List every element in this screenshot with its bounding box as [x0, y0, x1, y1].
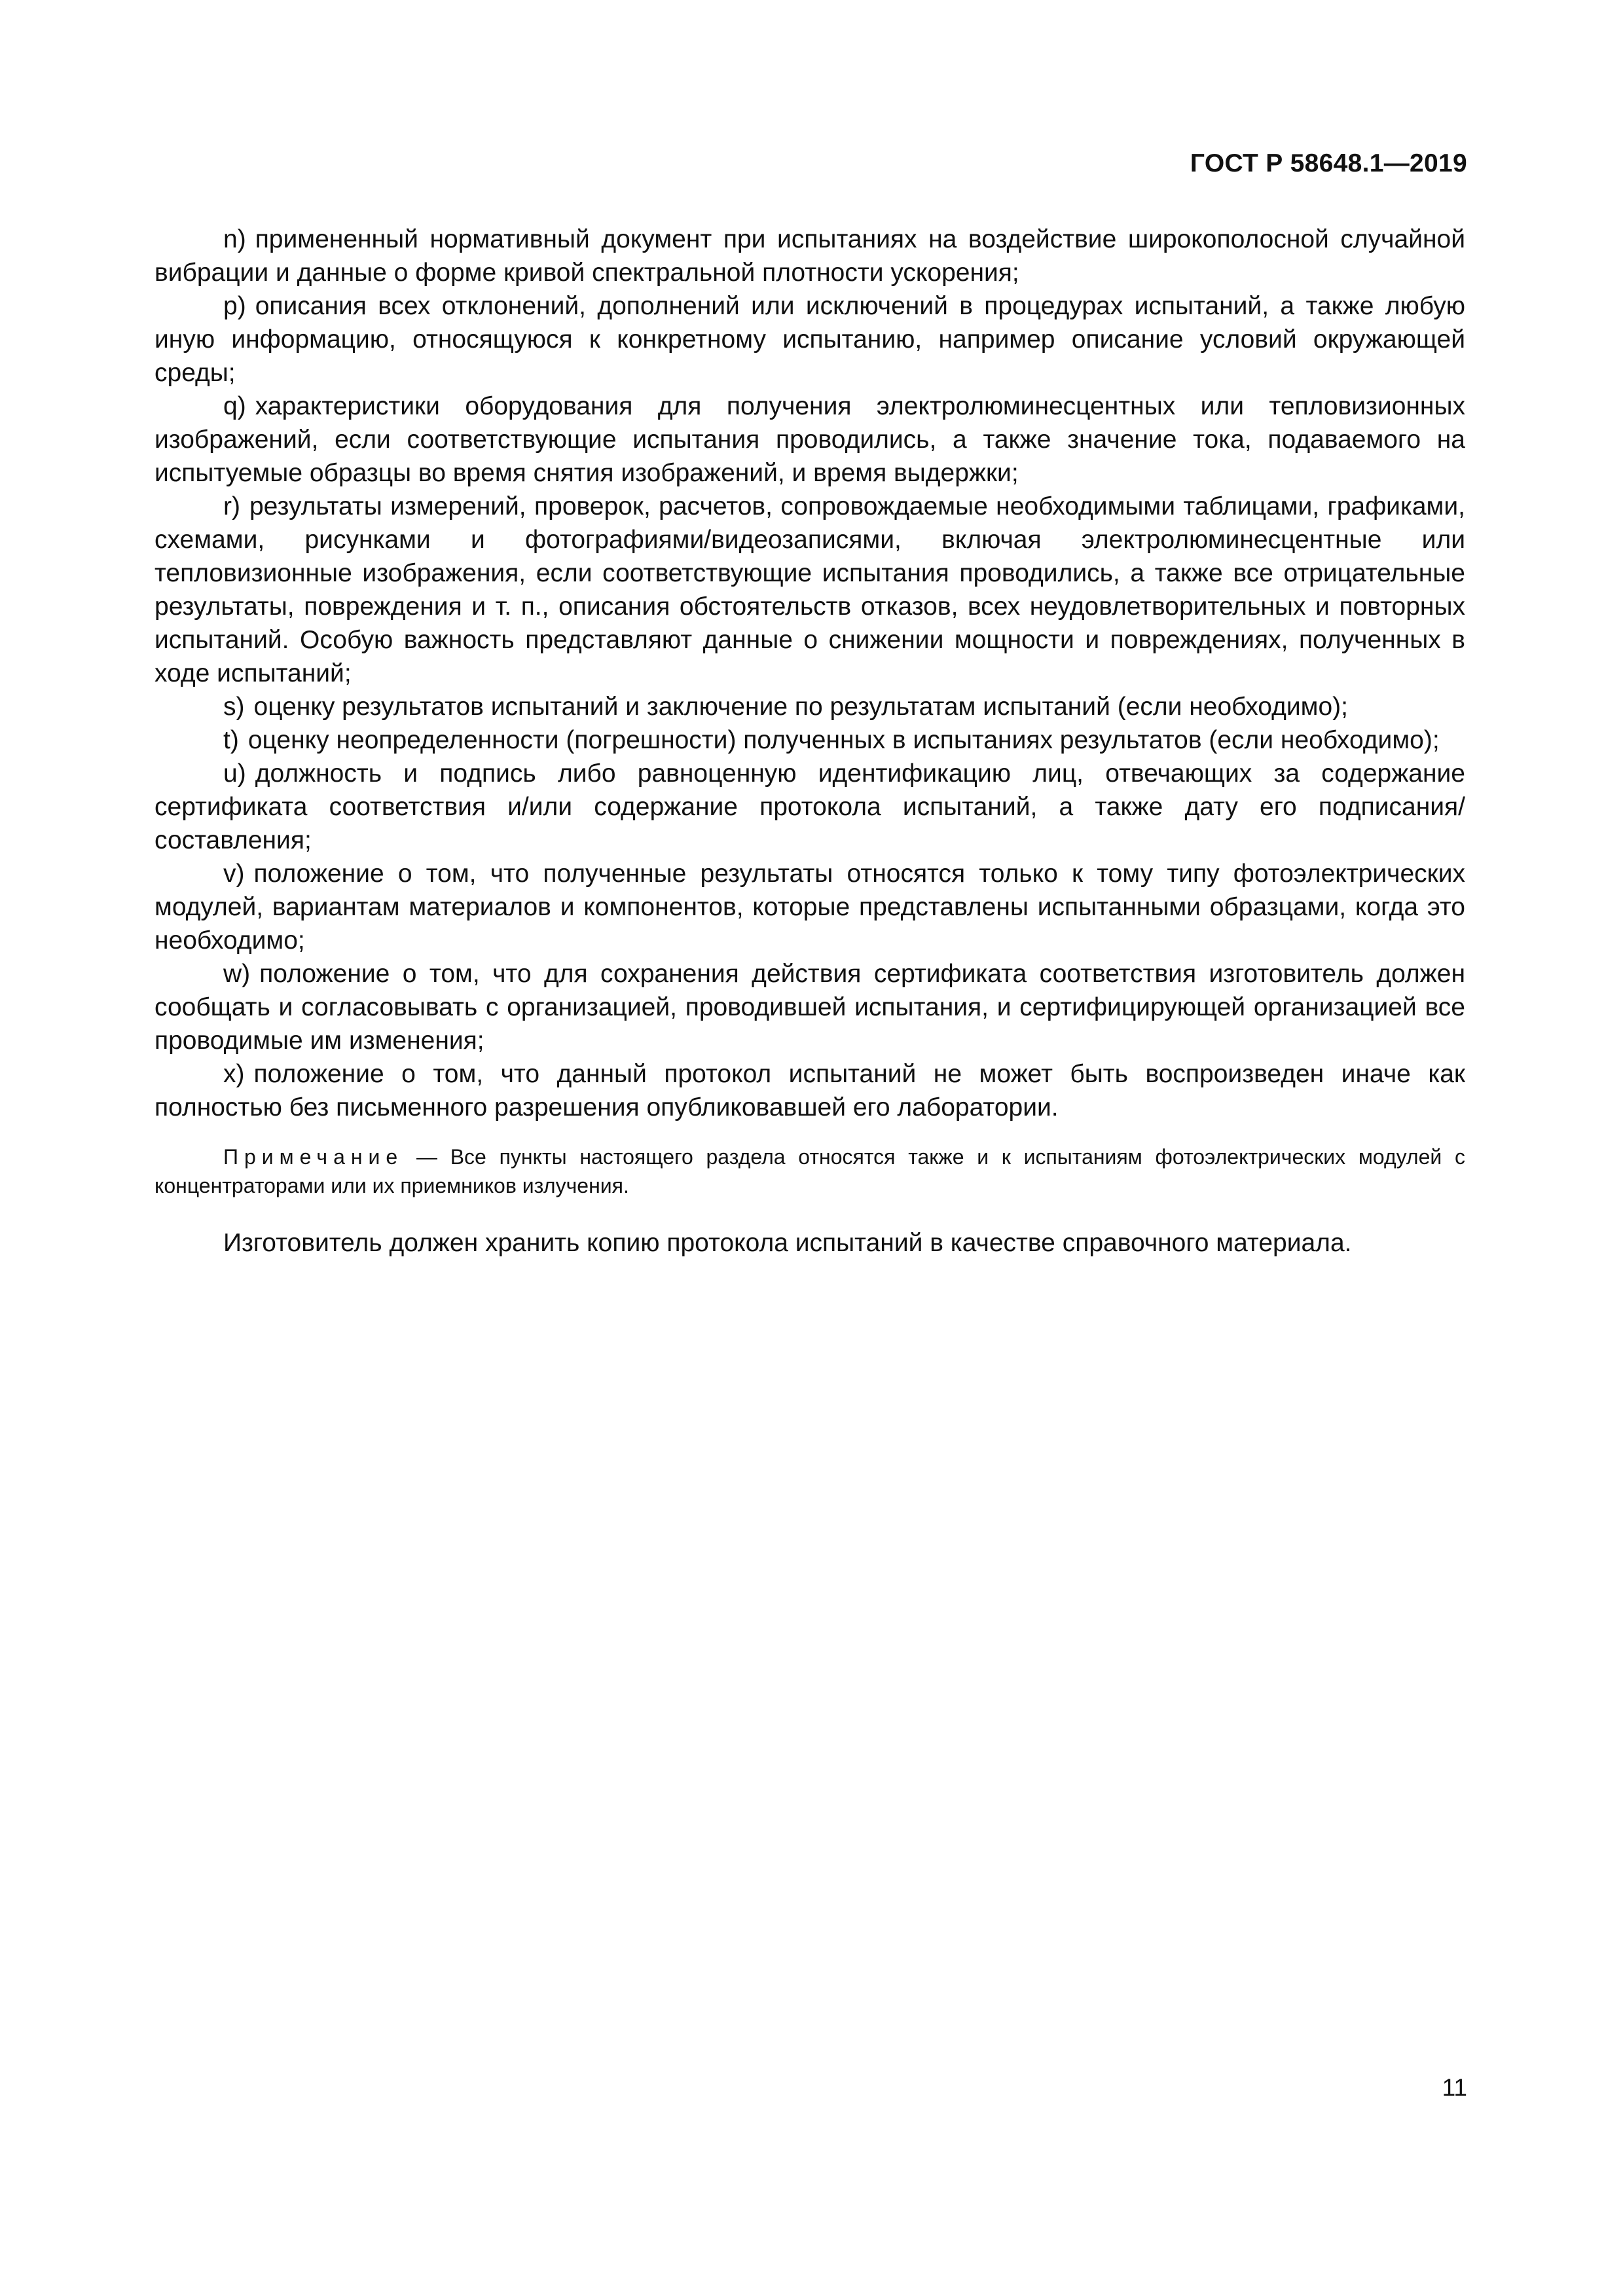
list-item-n: [155, 223, 1465, 289]
list-marker: r): [223, 492, 240, 520]
list-item-text: положение о том, что полученные результаты относятся только к тому типу фотоэлектрических модулей, вариантам материалов и компонентов, которые представлены испытанными образцами, когда это необходимо;: [155, 860, 1465, 955]
list-item-text: оценку результатов испытаний и заключение по результатам испытаний (если необходимо);: [253, 693, 1348, 721]
list-item-text: должность и подпись либо равноценную идентификацию лиц, отвечающих за содержание сертификата соответствия и/или содержание протокола испытаний, а также дату его подписания/составления;: [155, 759, 1465, 854]
list-marker: p): [223, 292, 246, 320]
list-marker: s): [223, 693, 245, 721]
list-item-text: положение о том, что для сохранения действия сертификата соответствия изготовитель должен сообщать и согласовывать с организацией, проводившей испытания, и сертифицирующей организацией все проводимые им изменения;: [155, 960, 1465, 1055]
list-item-p: [155, 289, 1465, 390]
list-item-text: характеристики оборудования для получения электролюминесцентных или тепловизионных изображений, если соответствующие испытания проводились, а также значение тока, подаваемого на испытуемые образцы во время снятия изображений, и время выдержки;: [155, 392, 1465, 487]
list-item-x: [155, 1057, 1465, 1124]
list-item-v: [155, 857, 1465, 957]
list-item-text: оценку неопределенности (погрешности) полученных в испытаниях результатов (если необходимо);: [247, 726, 1440, 754]
list-item-w: [155, 957, 1465, 1057]
note-text: Все пункты настоящего раздела относятся также и к испытаниям фотоэлектрических модулей с концентраторами или их приемников излучения.: [155, 1145, 1466, 1197]
list-item-text: описания всех отклонений, дополнений или исключений в процедурах испытаний, а также любую иную информацию, относящуюся к конкретному испытанию, например описание условий окружающей среды;: [155, 292, 1465, 387]
note-label: Примечание: [223, 1145, 404, 1169]
list-marker: v): [223, 860, 245, 888]
list-marker: x): [223, 1060, 245, 1088]
list-marker: n): [223, 225, 246, 253]
list-item-text: примененный нормативный документ при испытаниях на воздействие широкополосной случайной вибрации и данные о форме кривой спектральной плотности ускорения;: [155, 225, 1465, 287]
note-paragraph: [155, 1142, 1465, 1200]
list-item-s: [155, 690, 1465, 723]
list-marker: q): [223, 392, 246, 420]
closing-paragraph: Изготовитель должен хранить копию протокола испытаний в качестве справочного материала.: [223, 1229, 1352, 1257]
page-number: 11: [1442, 2074, 1467, 2101]
list-item-t: [155, 723, 1465, 757]
document-code-header: ГОСТ Р 58648.1—2019: [1190, 149, 1467, 177]
list-marker: u): [223, 759, 246, 788]
list-item-u: [155, 757, 1465, 857]
list-marker: w): [223, 960, 251, 988]
list-item-q: [155, 390, 1465, 490]
list-item-text: результаты измерений, проверок, расчетов, сопровождаемые необходимыми таблицами, графиками, схемами, рисунками и фотографиями/видеозаписями, включая электролюминесцентные или тепловизионные изображения, если соответствующие испытания проводились, а также все отрицательные результаты, повреждения и т. п., описания обстоятельств отказов, всех неудовлетворительных и повторных испытаний. Особую важность представляют данные о снижении мощности и повреждениях, полученных в ходе испытаний;: [155, 492, 1465, 687]
document-body: [155, 223, 1465, 1260]
list-marker: t): [223, 726, 239, 754]
note-dash: —: [403, 1145, 450, 1169]
list-item-text: положение о том, что данный протокол испытаний не может быть воспроизведен иначе как полностью без письменного разрешения опубликовавшей его лаборатории.: [155, 1060, 1465, 1121]
list-item-r: [155, 490, 1465, 690]
